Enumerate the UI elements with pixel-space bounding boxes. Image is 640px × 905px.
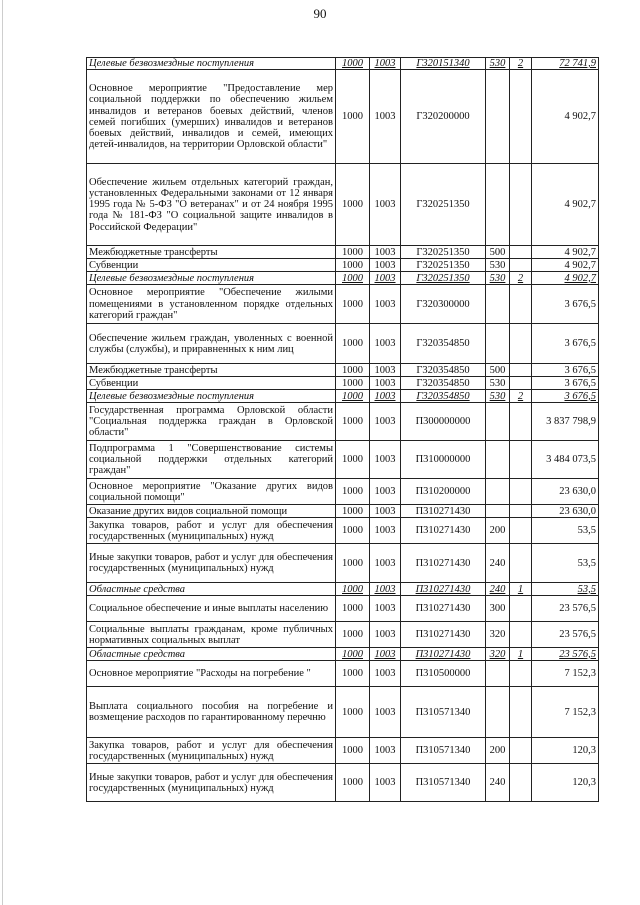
table-cell-subsection: 1003 — [370, 648, 401, 661]
budget-table — [86, 57, 599, 802]
table-cell-expense-type: 530 — [486, 259, 510, 272]
table-cell-expense-type: 320 — [486, 622, 510, 648]
table-cell-expense-type: 530 — [486, 272, 510, 285]
table-cell-name: Областные средства — [87, 648, 336, 661]
table-row — [87, 272, 599, 285]
table-cell-section: 1000 — [336, 505, 370, 518]
table-cell-target-code: П310500000 — [401, 661, 486, 687]
table-row — [87, 583, 599, 596]
table-cell-source — [510, 246, 532, 259]
table-cell-expense-type — [486, 324, 510, 364]
table-cell-source — [510, 164, 532, 246]
table-cell-target-code: П310271430 — [401, 596, 486, 622]
table-cell-name: Целевые безвозмездные поступления — [87, 272, 336, 285]
table-row — [87, 661, 599, 687]
table-cell-subsection: 1003 — [370, 58, 401, 70]
table-cell-subsection: 1003 — [370, 518, 401, 544]
table-cell-name: Основное мероприятие "Оказание других видов социальной помощи" — [87, 479, 336, 505]
table-cell-target-code: П310271430 — [401, 622, 486, 648]
table-cell-section: 1000 — [336, 164, 370, 246]
table-cell-amount: 3 484 073,5 — [532, 441, 599, 479]
table-cell-amount: 4 902,7 — [532, 259, 599, 272]
table-cell-expense-type: 240 — [486, 764, 510, 802]
table-cell-expense-type — [486, 403, 510, 441]
table-cell-expense-type — [486, 505, 510, 518]
table-cell-name: Социальное обеспечение и иные выплаты населению — [87, 596, 336, 622]
table-cell-subsection: 1003 — [370, 687, 401, 738]
table-row — [87, 246, 599, 259]
table-cell-source — [510, 622, 532, 648]
table-cell-subsection: 1003 — [370, 441, 401, 479]
table-row — [87, 441, 599, 479]
table-cell-expense-type — [486, 164, 510, 246]
table-cell-expense-type: 200 — [486, 738, 510, 764]
table-cell-name: Социальные выплаты гражданам, кроме публичных нормативных социальных выплат — [87, 622, 336, 648]
table-cell-source — [510, 661, 532, 687]
table-row — [87, 324, 599, 364]
table-cell-section: 1000 — [336, 596, 370, 622]
table-cell-expense-type: 240 — [486, 544, 510, 583]
table-cell-section: 1000 — [336, 324, 370, 364]
table-cell-target-code: Г320151340 — [401, 58, 486, 70]
table-cell-amount: 120,3 — [532, 764, 599, 802]
table-cell-section: 1000 — [336, 272, 370, 285]
table-row — [87, 390, 599, 403]
table-cell-source: 2 — [510, 58, 532, 70]
table-row — [87, 259, 599, 272]
table-cell-subsection: 1003 — [370, 505, 401, 518]
table-cell-section: 1000 — [336, 441, 370, 479]
table-cell-expense-type: 530 — [486, 390, 510, 403]
table-cell-amount: 4 902,7 — [532, 272, 599, 285]
table-cell-subsection: 1003 — [370, 738, 401, 764]
table-cell-expense-type — [486, 441, 510, 479]
table-cell-section: 1000 — [336, 403, 370, 441]
table-cell-name: Областные средства — [87, 583, 336, 596]
table-cell-target-code: Г320251350 — [401, 272, 486, 285]
table-cell-name: Выплата социального пособия на погребение и возмещение расходов по гарантированному перечню — [87, 687, 336, 738]
table-cell-source — [510, 441, 532, 479]
table-cell-section: 1000 — [336, 259, 370, 272]
table-cell-amount: 23 576,5 — [532, 648, 599, 661]
table-cell-name: Субвенции — [87, 377, 336, 390]
table-cell-name: Обеспечение жильем граждан, уволенных с военной службы (службы), и приравненных к ним лиц — [87, 324, 336, 364]
table-cell-source — [510, 544, 532, 583]
table-cell-expense-type: 240 — [486, 583, 510, 596]
table-cell-source — [510, 505, 532, 518]
table-cell-subsection: 1003 — [370, 403, 401, 441]
table-cell-amount: 23 576,5 — [532, 596, 599, 622]
table-cell-name: Оказание других видов социальной помощи — [87, 505, 336, 518]
table-cell-name: Межбюджетные трансферты — [87, 246, 336, 259]
table-cell-expense-type — [486, 285, 510, 324]
table-cell-amount: 3 676,5 — [532, 377, 599, 390]
table-cell-amount: 3 676,5 — [532, 324, 599, 364]
table-cell-target-code: Г320200000 — [401, 70, 486, 164]
table-cell-source — [510, 596, 532, 622]
table-cell-subsection: 1003 — [370, 544, 401, 583]
table-cell-subsection: 1003 — [370, 285, 401, 324]
table-cell-expense-type — [486, 661, 510, 687]
table-cell-subsection: 1003 — [370, 272, 401, 285]
table-cell-name: Межбюджетные трансферты — [87, 364, 336, 377]
table-cell-section: 1000 — [336, 479, 370, 505]
table-cell-subsection: 1003 — [370, 764, 401, 802]
table-cell-expense-type — [486, 479, 510, 505]
table-row — [87, 377, 599, 390]
table-cell-target-code: П310200000 — [401, 479, 486, 505]
table-cell-section: 1000 — [336, 661, 370, 687]
table-cell-name: Субвенции — [87, 259, 336, 272]
table-cell-expense-type: 300 — [486, 596, 510, 622]
table-cell-section: 1000 — [336, 518, 370, 544]
table-cell-subsection: 1003 — [370, 622, 401, 648]
table-cell-amount: 3 676,5 — [532, 285, 599, 324]
table-row — [87, 738, 599, 764]
table-row — [87, 403, 599, 441]
table-row — [87, 285, 599, 324]
table-cell-name: Закупка товаров, работ и услуг для обеспечения государственных (муниципальных) нужд — [87, 518, 336, 544]
table-cell-subsection: 1003 — [370, 377, 401, 390]
table-cell-amount: 7 152,3 — [532, 687, 599, 738]
table-cell-target-code: Г320354850 — [401, 364, 486, 377]
table-cell-expense-type — [486, 687, 510, 738]
table-cell-source: 2 — [510, 390, 532, 403]
scan-edge — [2, 0, 3, 905]
table-cell-name: Закупка товаров, работ и услуг для обеспечения государственных (муниципальных) нужд — [87, 738, 336, 764]
table-cell-target-code: П310000000 — [401, 441, 486, 479]
table-cell-section: 1000 — [336, 285, 370, 324]
table-cell-target-code: П310271430 — [401, 505, 486, 518]
table-cell-target-code: П310271430 — [401, 544, 486, 583]
table-cell-amount: 7 152,3 — [532, 661, 599, 687]
table-cell-section: 1000 — [336, 390, 370, 403]
table-body — [87, 58, 599, 802]
table-cell-section: 1000 — [336, 687, 370, 738]
table-cell-subsection: 1003 — [370, 364, 401, 377]
table-cell-target-code: П310571340 — [401, 764, 486, 802]
table-cell-target-code: П300000000 — [401, 403, 486, 441]
table-cell-subsection: 1003 — [370, 324, 401, 364]
table-cell-section: 1000 — [336, 583, 370, 596]
table-cell-target-code: П310271430 — [401, 583, 486, 596]
table-cell-amount: 53,5 — [532, 518, 599, 544]
table-cell-amount: 4 902,7 — [532, 70, 599, 164]
table-cell-target-code: Г320251350 — [401, 246, 486, 259]
table-cell-target-code: П310571340 — [401, 738, 486, 764]
page-number: 90 — [313, 6, 327, 21]
table-cell-amount: 120,3 — [532, 738, 599, 764]
table-cell-subsection: 1003 — [370, 596, 401, 622]
table-cell-subsection: 1003 — [370, 259, 401, 272]
table-cell-amount: 4 902,7 — [532, 246, 599, 259]
table-cell-subsection: 1003 — [370, 583, 401, 596]
table-cell-source — [510, 377, 532, 390]
table-cell-amount: 3 676,5 — [532, 390, 599, 403]
table-cell-expense-type: 200 — [486, 518, 510, 544]
table-cell-name: Основное мероприятие "Обеспечение жилыми помещениями в установленном порядке отдельных категорий граждан" — [87, 285, 336, 324]
table-cell-target-code: Г320251350 — [401, 164, 486, 246]
table-cell-subsection: 1003 — [370, 164, 401, 246]
table-cell-expense-type: 320 — [486, 648, 510, 661]
table-cell-source — [510, 259, 532, 272]
table-row — [87, 364, 599, 377]
table-cell-subsection: 1003 — [370, 246, 401, 259]
table-cell-amount: 3 676,5 — [532, 364, 599, 377]
table-cell-amount: 23 630,0 — [532, 479, 599, 505]
table-cell-target-code: П310271430 — [401, 518, 486, 544]
table-cell-source — [510, 285, 532, 324]
table-cell-source — [510, 70, 532, 164]
table-cell-source — [510, 738, 532, 764]
table-cell-name: Иные закупки товаров, работ и услуг для обеспечения государственных (муниципальных) нужд — [87, 544, 336, 583]
table-row — [87, 622, 599, 648]
table-cell-subsection: 1003 — [370, 479, 401, 505]
table-cell-name: Обеспечение жильем отдельных категорий граждан, установленных Федеральными законами от 12 января 1995 года № 5-ФЗ "О ветеранах" и от 24 ноября 1995 года № 181-ФЗ "О социальной защите инвалидов в Российской Федерации" — [87, 164, 336, 246]
table-cell-expense-type: 530 — [486, 58, 510, 70]
table-cell-amount: 23 576,5 — [532, 622, 599, 648]
table-cell-section: 1000 — [336, 70, 370, 164]
table-row — [87, 164, 599, 246]
table-cell-subsection: 1003 — [370, 661, 401, 687]
table-cell-section: 1000 — [336, 58, 370, 70]
table-cell-source — [510, 324, 532, 364]
table-cell-amount: 3 837 798,9 — [532, 403, 599, 441]
table-cell-amount: 4 902,7 — [532, 164, 599, 246]
table-cell-target-code: П310571340 — [401, 687, 486, 738]
table-cell-target-code: Г320251350 — [401, 259, 486, 272]
table-row — [87, 479, 599, 505]
table-cell-section: 1000 — [336, 648, 370, 661]
table-row — [87, 687, 599, 738]
table-row — [87, 70, 599, 164]
table-row — [87, 505, 599, 518]
table-cell-source — [510, 687, 532, 738]
table-cell-section: 1000 — [336, 738, 370, 764]
table-cell-section: 1000 — [336, 764, 370, 802]
table-cell-source — [510, 403, 532, 441]
table-row — [87, 764, 599, 802]
table-cell-source — [510, 364, 532, 377]
table-cell-target-code: Г320354850 — [401, 377, 486, 390]
table-cell-source: 1 — [510, 583, 532, 596]
table-cell-target-code: Г320354850 — [401, 324, 486, 364]
table-row — [87, 544, 599, 583]
table-cell-expense-type: 500 — [486, 246, 510, 259]
table-cell-subsection: 1003 — [370, 70, 401, 164]
table-cell-amount: 23 630,0 — [532, 505, 599, 518]
table-row — [87, 596, 599, 622]
table-cell-amount: 53,5 — [532, 583, 599, 596]
table-cell-source — [510, 518, 532, 544]
table-cell-subsection: 1003 — [370, 390, 401, 403]
table-cell-expense-type: 500 — [486, 364, 510, 377]
table-cell-section: 1000 — [336, 364, 370, 377]
table-cell-section: 1000 — [336, 377, 370, 390]
table-row — [87, 648, 599, 661]
table-cell-name: Целевые безвозмездные поступления — [87, 390, 336, 403]
table-cell-target-code: Г320354850 — [401, 390, 486, 403]
table-cell-name: Иные закупки товаров, работ и услуг для обеспечения государственных (муниципальных) нужд — [87, 764, 336, 802]
table-cell-name: Целевые безвозмездные поступления — [87, 58, 336, 70]
table-cell-section: 1000 — [336, 246, 370, 259]
table-cell-section: 1000 — [336, 544, 370, 583]
table-cell-target-code: П310271430 — [401, 648, 486, 661]
table-cell-expense-type: 530 — [486, 377, 510, 390]
table-cell-name: Основное мероприятие "Расходы на погребение " — [87, 661, 336, 687]
table-cell-source: 1 — [510, 648, 532, 661]
table-row — [87, 518, 599, 544]
table-cell-name: Государственная программа Орловской области "Социальная поддержка граждан в Орловской области" — [87, 403, 336, 441]
table-cell-source: 2 — [510, 272, 532, 285]
table-cell-name: Подпрограмма 1 "Совершенствование системы социальной поддержки отдельных категорий граждан" — [87, 441, 336, 479]
table-row — [87, 58, 599, 70]
table-cell-section: 1000 — [336, 622, 370, 648]
table-cell-amount: 53,5 — [532, 544, 599, 583]
table-cell-source — [510, 479, 532, 505]
table-cell-expense-type — [486, 70, 510, 164]
table-cell-target-code: Г320300000 — [401, 285, 486, 324]
table-cell-name: Основное мероприятие "Предоставление мер социальной поддержки по обеспечению жильем инвалидов и ветеранов боевых действий, членов семей погибших (умерших) инвалидов и ветеранов боевых действий, инвалидов и семей, имеющих детей-инвалидов, на территории Орловской области" — [87, 70, 336, 164]
table-cell-amount: 72 741,9 — [532, 58, 599, 70]
table-cell-source — [510, 764, 532, 802]
